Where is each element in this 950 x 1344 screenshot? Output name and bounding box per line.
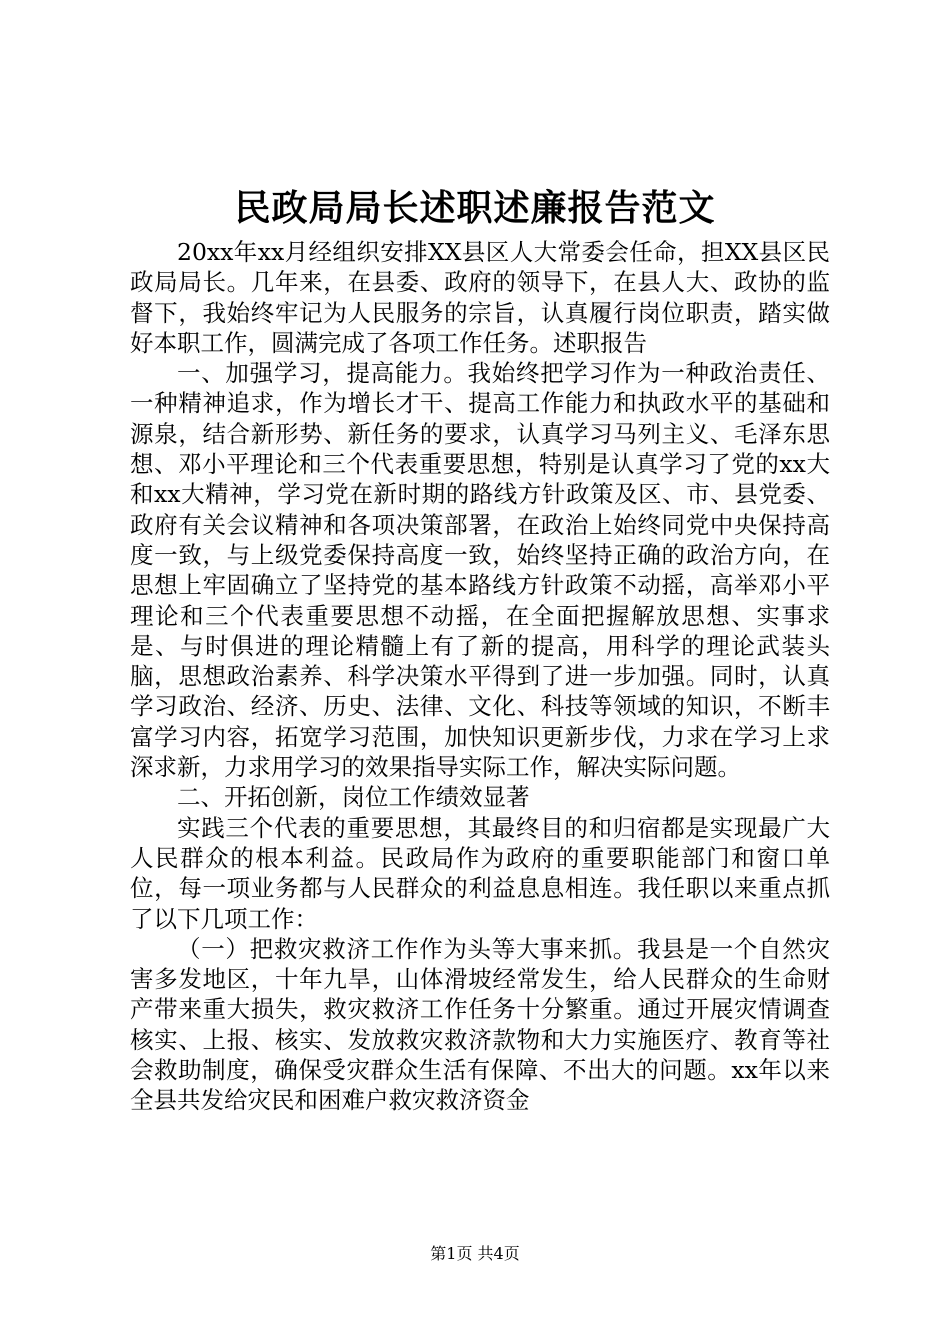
page-title: 民政局局长述职述廉报告范文 bbox=[234, 187, 716, 229]
page-number-footer: 第1页 共4页 bbox=[430, 1244, 520, 1263]
paragraph-disaster-relief: （一）把救灾救济工作作为头等大事来抓。我县是一个自然灾害多发地区，十年九旱，山体滑坡经常发生，给人民群众的生命财产带来重大损失，救灾救济工作任务十分繁重。通过开展灾情调查核实、上报、核实、发放救灾救济款物和大力实施医疗、教育等社会救助制度，确保受灾群众生活有保障、不出大的问题。xx年以来全县共发给灾民和困难户救灾救济资金 bbox=[130, 934, 830, 1115]
paragraph-practice: 实践三个代表的重要思想，其最终目的和归宿都是实现最广大人民群众的根本利益。民政局作为政府的重要职能部门和窗口单位，每一项业务都与人民群众的利益息息相连。我任职以来重点抓了以下几项工作： bbox=[130, 813, 830, 933]
document-body bbox=[130, 237, 830, 1116]
paragraph-study: 一、加强学习，提高能力。我始终把学习作为一种政治责任、一种精神追求，作为增长才干、提高工作能力和执政水平的基础和源泉，结合新形势、新任务的要求，认真学习马列主义、毛泽东思想、邓小平理论和三个代表重要思想，特别是认真学习了党的xx大和xx大精神，学习党在新时期的路线方针政策及区、市、县党委、政府有关会议精神和各项决策部署，在政治上始终同党中央保持高度一致，与上级党委保持高度一致，始终坚持正确的政治方向，在思想上牢固确立了坚持党的基本路线方针政策不动摇，高举邓小平理论和三个代表重要思想不动摇，在全面把握解放思想、实事求是、与时俱进的理论精髓上有了新的提高，用科学的理论武装头脑，思想政治素养、科学决策水平得到了进一步加强。同时，认真学习政治、经济、历史、法律、文化、科技等领域的知识，不断丰富学习内容，拓宽学习范围，加快知识更新步伐，力求在学习上求深求新，力求用学习的效果指导实际工作，解决实际问题。 bbox=[130, 359, 830, 782]
paragraph-intro: 20xx年xx月经组织安排XX县区人大常委会任命，担XX县区民政局局长。几年来，在县委、政府的领导下，在县人大、政协的监督下，我始终牢记为人民服务的宗旨，认真履行岗位职责，踏实做好本职工作，圆满完成了各项工作任务。述职报告 bbox=[130, 238, 830, 357]
section-heading-innovation: 二、开拓创新，岗位工作绩效显著 bbox=[177, 783, 530, 812]
